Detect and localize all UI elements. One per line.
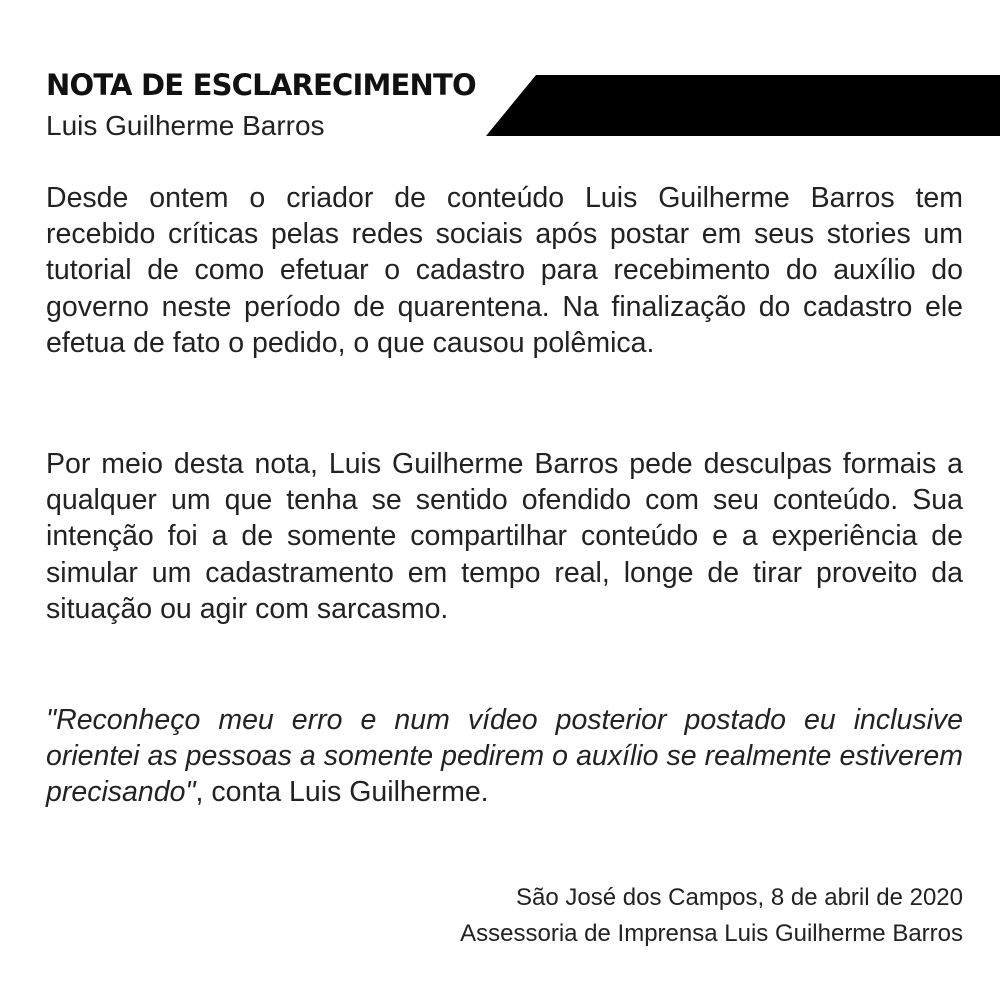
page-subtitle: Luis Guilherme Barros [46,110,325,141]
footer [460,880,963,952]
header-bar [486,75,1000,136]
quote-paragraph [46,702,963,811]
signature: Assessoria de Imprensa Luis Guilherme Barros [460,920,963,947]
quote-text: "Reconheço meu erro e num vídeo posterior postado eu inclusive orientei as pessoas a somente pedirem o auxílio se realmente estiverem precisando" [46,704,963,809]
quote-attribution: , conta Luis Guilherme. [195,776,489,809]
page-title: NOTA DE ESCLARECIMENTO [46,68,476,102]
paragraph-1: Desde ontem o criador de conteúdo Luis Guilherme Barros tem recebido críticas pelas redes sociais após postar em seus stories um tutorial de como efetuar o cadastro para recebimento do auxílio do governo neste período de quarentena. Na finalização do cadastro ele efetua de fato o pedido, o que causou polêmica. [46,182,963,359]
place-date: São José dos Campos, 8 de abril de 2020 [516,884,963,911]
paragraph-2: Por meio desta nota, Luis Guilherme Barros pede desculpas formais a qualquer um que tenha se sentido ofendido com seu conteúdo. Sua intenção foi a de somente compartilhar conteúdo e a experiência de simular um cadastramento em tempo real, longe de tirar proveito da situação ou agir com sarcasmo. [46,448,963,625]
